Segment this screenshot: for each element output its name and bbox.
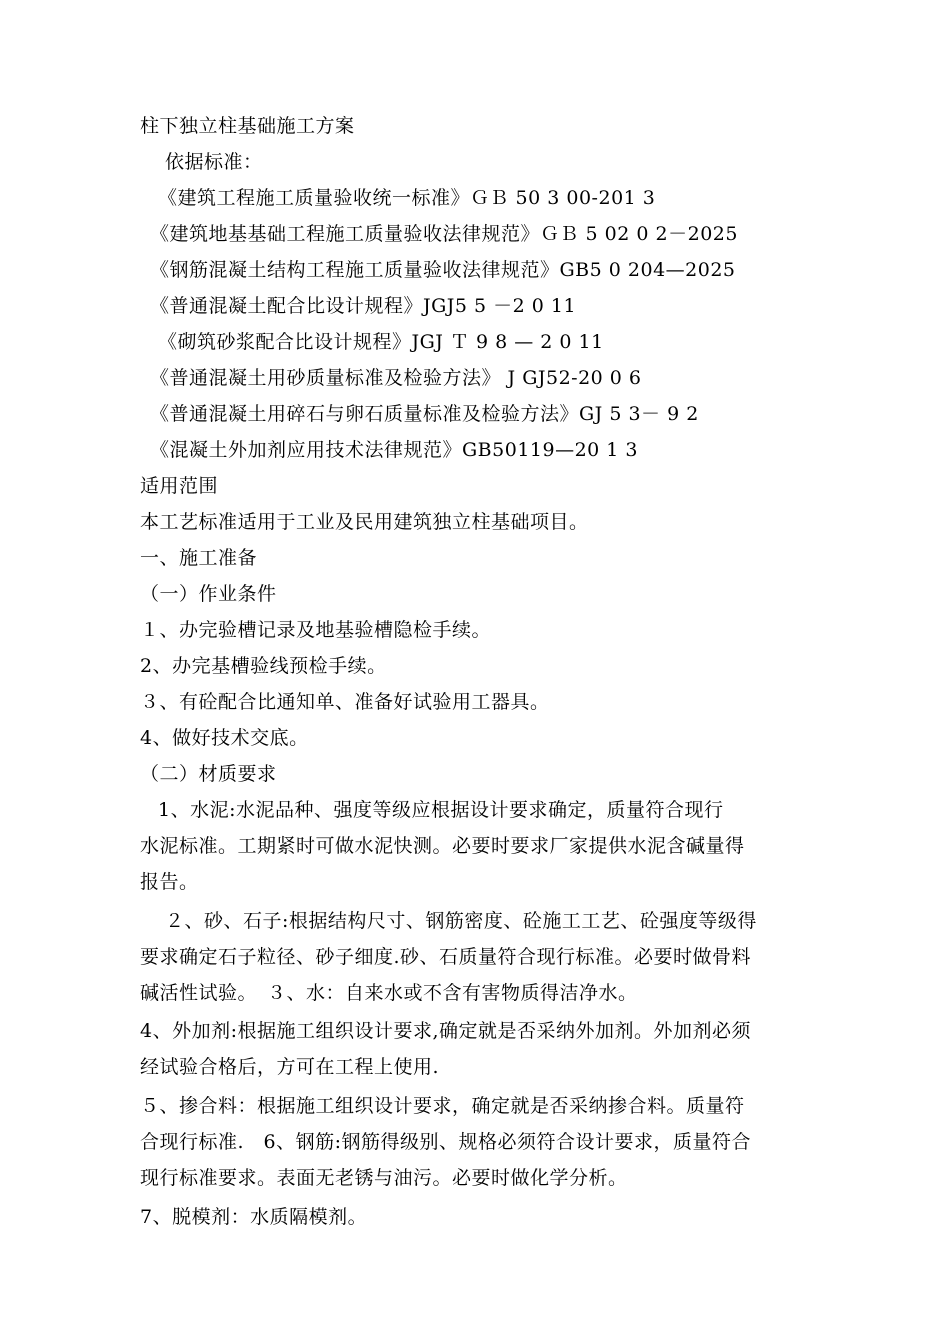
material-line: 1、水泥:水泥品种、强度等级应根据设计要求确定，质量符合现行 (158, 799, 724, 821)
section-heading: 一、施工准备 (140, 547, 258, 569)
standard-item: 《混凝土外加剂应用技术法律规范》GB50119—20 1 3 (150, 439, 639, 461)
material-line: 要求确定石子粒径、砂子细度.砂、石质量符合现行标准。必要时做骨料 (140, 946, 752, 968)
scope-heading: 适用范围 (140, 475, 219, 497)
material-line: ５、掺合料：根据施工组织设计要求，确定就是否采纳掺合料。质量符 (140, 1095, 745, 1117)
condition-item: 2、办完基槽验线预检手续。 (140, 655, 387, 677)
standard-item: 《钢筋混凝土结构工程施工质量验收法律规范》GB5 0 204—2025 (150, 259, 736, 281)
basis-heading: 依据标准： (165, 151, 263, 173)
subsection-heading: （一）作业条件 (140, 583, 277, 605)
material-line: 7、脱模剂：水质隔模剂。 (140, 1206, 368, 1228)
condition-item: １、办完验槽记录及地基验槽隐检手续。 (140, 619, 492, 641)
standard-item: 《建筑工程施工质量验收统一标准》ＧＢ 50 3 00-201 3 (158, 187, 656, 209)
subsection-heading: （二）材质要求 (140, 763, 277, 785)
standard-item: 《普通混凝土用砂质量标准及检验方法》 J GJ52-20 0 6 (150, 367, 642, 389)
condition-item: 4、做好技术交底。 (140, 727, 309, 749)
standard-item: 《普通混凝土用碎石与卵石质量标准及检验方法》GJ 5 3－ 9 2 (150, 403, 699, 425)
material-line: 碱活性试验。 ３、水：自来水或不含有害物质得洁净水。 (140, 982, 638, 1004)
document-title: 柱下独立柱基础施工方案 (140, 115, 355, 137)
scope-text: 本工艺标准适用于工业及民用建筑独立柱基础项目。 (140, 511, 589, 533)
material-line: 报告。 (140, 871, 199, 893)
material-line: 水泥标准。工期紧时可做水泥快测。必要时要求厂家提供水泥含碱量得 (140, 835, 745, 857)
standard-item: 《建筑地基基础工程施工质量验收法律规范》ＧＢ 5 02 0 2－2025 (150, 223, 738, 245)
material-line: 合现行标准. 6、钢筋:钢筋得级别、规格必须符合设计要求，质量符合 (140, 1131, 752, 1153)
material-line: 经试验合格后，方可在工程上使用. (140, 1056, 440, 1078)
material-line: 4、外加剂:根据施工组织设计要求,确定就是否采纳外加剂。外加剂必须 (140, 1020, 752, 1042)
condition-item: ３、有砼配合比通知单、准备好试验用工器具。 (140, 691, 550, 713)
standard-item: 《砌筑砂浆配合比设计规程》JGJ Ｔ 9 8 — 2 0 11 (158, 331, 604, 353)
standard-item: 《普通混凝土配合比设计规程》JGJ5 5 －2 0 11 (150, 295, 577, 317)
material-line: 现行标准要求。表面无老锈与油污。必要时做化学分析。 (140, 1167, 628, 1189)
material-line: ２、砂、石子:根据结构尺寸、钢筋密度、砼施工工艺、砼强度等级得 (165, 910, 757, 932)
